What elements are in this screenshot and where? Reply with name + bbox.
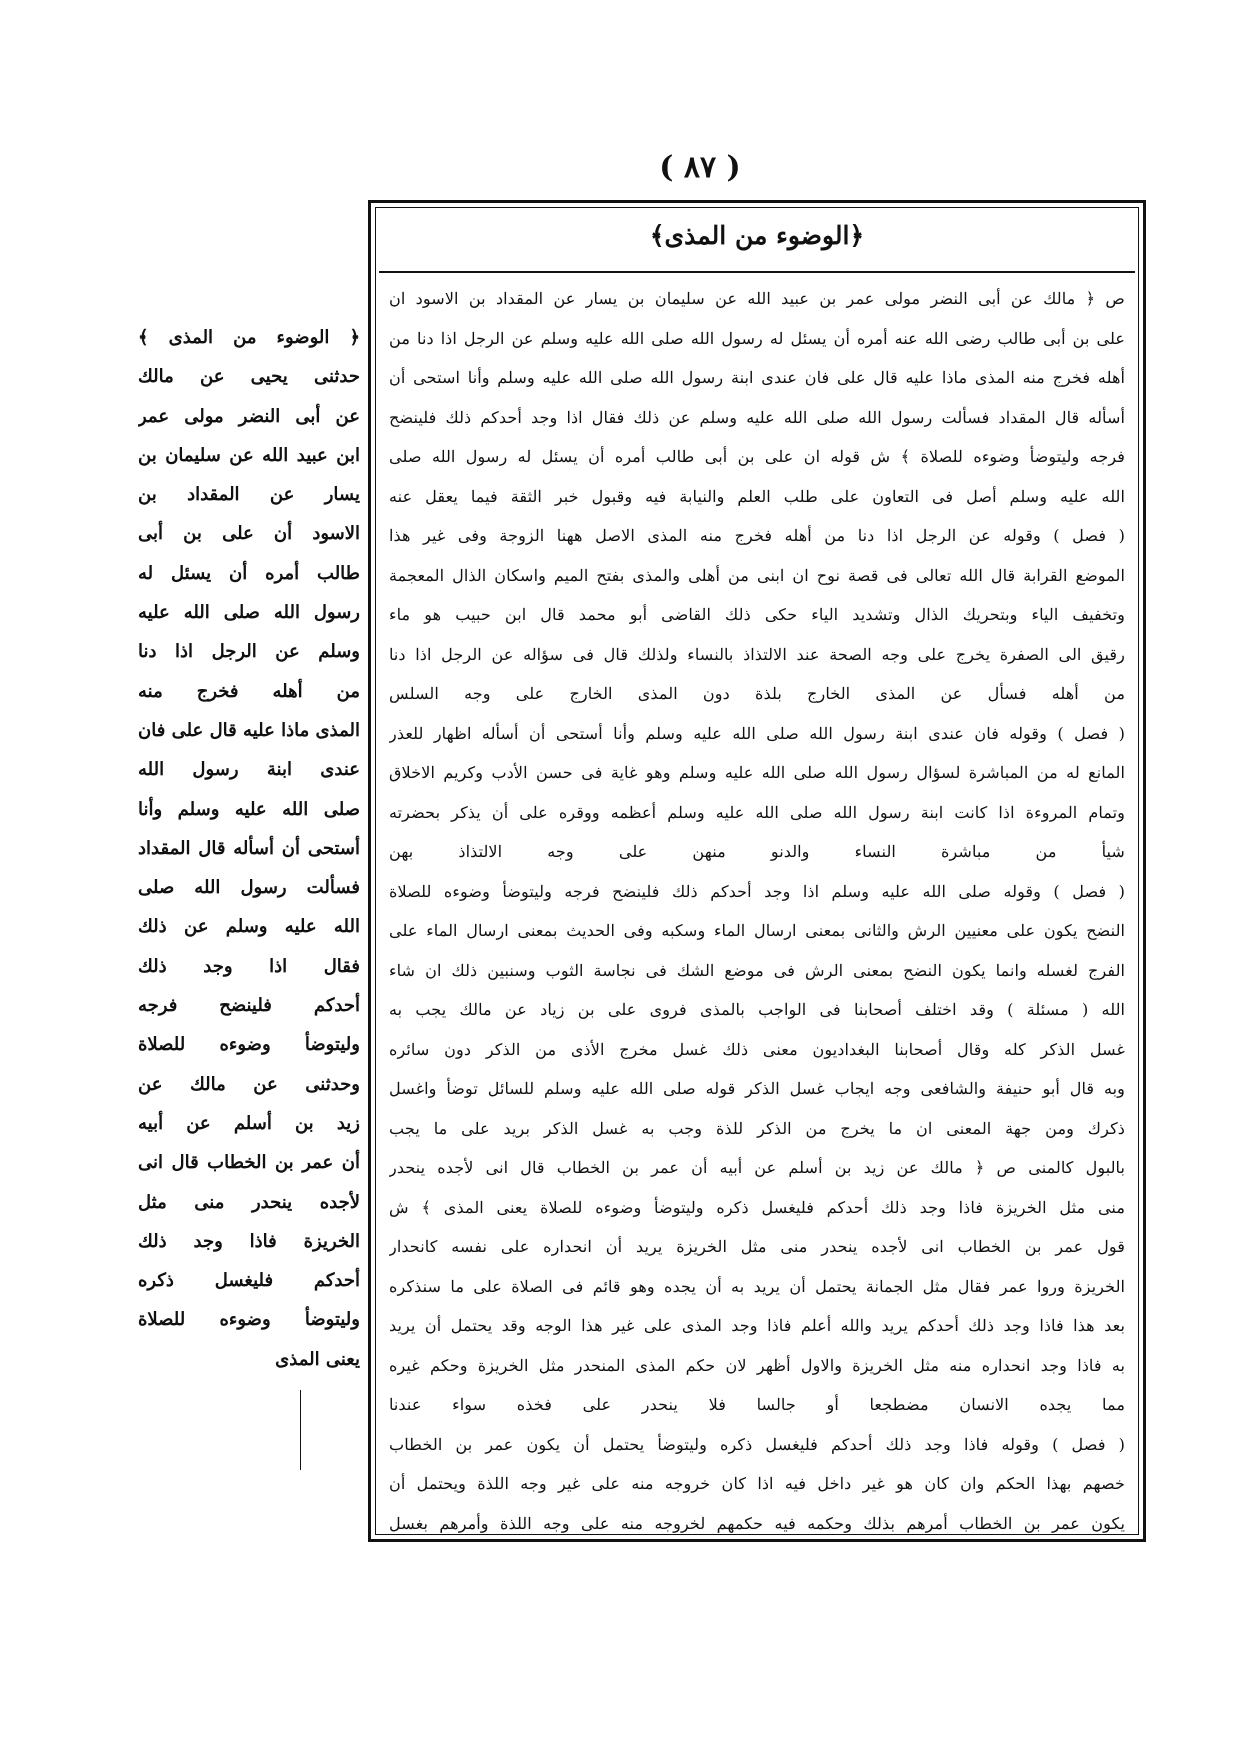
text-line: الله ( مسئلة ) وقد اختلف أصحابنا فى الواجب بالمذى فروى على بن زياد عن مالك يجب به (389, 1000, 1125, 1019)
page-number: ( ٨٧ ) (659, 150, 741, 185)
text-line: أهله فخرج منه المذى ماذا عليه قال على فان عندى ابنة رسول الله صلى الله عليه وسلم وأنا استحى أن (389, 368, 1125, 387)
text-line: من أهله فسأل عن المذى الخارج بلذة دون المذى الخارج على وجه السلس (389, 684, 1125, 703)
main-text-frame (368, 200, 1146, 1542)
margin-text-line: عن أبى النضر مولى عمر (138, 405, 360, 427)
margin-text-line: من أهله فخرج منه (138, 680, 360, 702)
text-line: ( فصل ) وقوله صلى الله عليه وسلم اذا وجد أحدكم ذلك فلينضح فرجه وليتوضأ وضوءه للصلاة (389, 881, 1125, 901)
text-line: فرجه وليتوضأ وضوءه للصلاة ﴾ ش قوله ان على بن أبى طالب أمره أن يسئل له رسول الله صلى (389, 447, 1125, 466)
text-line: ص ﴿ مالك عن أبى النضر مولى عمر بن عبيد الله عن سليمان بن يسار عن المقداد بن الاسود ان (389, 289, 1125, 308)
margin-text-line: طالب أمره أن يسئل له (138, 562, 360, 584)
text-line: الموضع القرابة قال الله تعالى فى قصة نوح ان ابنى من أهلى والمذى بفتح الميم واسكان الذال المعجمة (389, 565, 1125, 585)
margin-text-line: وسلم عن الرجل اذا دنا (138, 641, 360, 663)
text-line: أسأله قال المقداد فسألت رسول الله صلى الله عليه وسلم عن ذلك فقال اذا وجد أحدكم ذلك فلينضح (389, 407, 1125, 427)
margin-text-line: يسار عن المقداد بن (138, 484, 360, 506)
text-line: قول عمر بن الخطاب انى لأجده ينحدر منى مثل الخريزة يريد أن انحداره على نفسه كانحدار (389, 1237, 1125, 1256)
margin-text-line: أن عمر بن الخطاب قال انى (138, 1152, 360, 1174)
text-line: الخريزة وروا عمر فقال مثل الجمانة يحتمل أن يريد به أن يجده وهو قائم فى الصلاة على ما سنذكره (389, 1276, 1125, 1296)
text-line: الفرج لغسله وانما يكون النضح بمعنى الرش فى موضع الشك فى نجاسة الثوب وسنبين ذلك ان شاء (389, 960, 1125, 980)
margin-text-line: لأجده ينحدر منى مثل (138, 1191, 360, 1213)
text-line: ذكرك ومن جهة المعنى ان ما يخرج من الذكر للذة وجب به غسل الذكر بريد على ما يجب (389, 1118, 1125, 1138)
margin-text-line: عندى ابنة رسول الله (138, 759, 360, 781)
text-line: يكون عمر بن الخطاب أمرهم بذلك وحكمه فيه حكمهم لخروجه منه على وجه اللذة وأمرهم بغسل (389, 1513, 1125, 1533)
text-line: على بن أبى طالب رضى الله عنه أمره أن يسئل له رسول الله صلى الله عليه وسلم عن الرجل اذا دنا من (389, 328, 1125, 348)
text-line: وتخفيف الياء وبتحريك الذال وتشديد الياء حكى ذلك القاضى أبو محمد قال ابن حبيب هو ماء (389, 605, 1125, 624)
text-line: بعد هذا فاذا وجد ذلك أحدكم يريد والله أعلم فاذا وجد المذى على غير هذا الوجه وقد يحتمل أن يريد (389, 1316, 1125, 1335)
text-line: بالبول كالمنى ص ﴿ مالك عن زيد بن أسلم عن أبيه أن عمر بن الخطاب قال انى لأجده ينحدر (389, 1158, 1125, 1177)
title-divider (379, 271, 1135, 273)
margin-text-line: المذى ماذا عليه قال على فان (138, 719, 360, 741)
text-line: النضح يكون على معنيين الرش والثانى بمعنى ارسال الماء وسكبه وفى الحديث بمعنى ارسال الماء على (389, 921, 1125, 940)
text-line: خصهم بهذا الحكم وان كان هو غير داخل فيه اذا كان خروجه منه على غير وجه اللذة ويحتمل أن (389, 1474, 1125, 1493)
margin-text-line: الله عليه وسلم عن ذلك (138, 916, 360, 938)
margin-text-line: يعنى المذى (275, 1348, 360, 1370)
margin-text-line: وحدثنى عن مالك عن (138, 1073, 360, 1095)
text-line: شيأ من مباشرة النساء والدنو منهن على وجه الالتذاذ بهن (389, 842, 1125, 861)
text-line: ( فصل ) وقوله فان عندى ابنة رسول الله صلى الله عليه وسلم وأنا أستحى أن أسأله اظهار للعذر (389, 723, 1125, 743)
text-line: وبه قال أبو حنيفة والشافعى وجه ايجاب غسل الذكر قوله صلى الله عليه وسلم للسائل توضأ واغسل (389, 1079, 1125, 1098)
text-line: ( فصل ) وقوله فاذا وجد ذلك أحدكم فليغسل ذكره وليتوضأ يحتمل أن يكون عمر بن الخطاب (389, 1434, 1125, 1454)
margin-text-line: صلى الله عليه وسلم وأنا (138, 798, 360, 820)
text-line: ( فصل ) وقوله عن الرجل اذا دنا من أهله فخرج منه المذى الاصل ههنا الزوجة وفى غير هذا (389, 526, 1125, 545)
margin-text-line: أحدكم فليغسل ذكره (138, 1270, 360, 1292)
margin-text-line: أحدكم فلينضح فرجه (138, 995, 360, 1017)
margin-text-line: وليتوضأ وضوءه للصلاة (138, 1309, 360, 1331)
margin-text-line: فقال اذا وجد ذلك (138, 955, 360, 977)
text-line: غسل الذكر كله وقال أصحابنا البغداديون معنى ذلك غسل مخرج الأذى من الذكر دون سائره (389, 1039, 1125, 1059)
margin-text-line: زيد بن أسلم عن أبيه (138, 1112, 360, 1134)
section-title: ﴿الوضوء من المذى﴾ (649, 221, 865, 250)
margin-heading: ﴿ الوضوء من المذى ﴾ (138, 327, 360, 348)
margin-text-line: ابن عبيد الله عن سليمان بن (138, 444, 360, 466)
commentary-body (389, 279, 1125, 1533)
margin-divider (300, 1390, 301, 1470)
margin-text-line: أستحى أن أسأله قال المقداد (138, 837, 360, 859)
margin-text-line: فسألت رسول الله صلى (138, 877, 360, 899)
margin-text-line: الاسود أن على بن أبى (138, 523, 360, 545)
margin-text-line: حدثنى يحيى عن مالك (138, 366, 360, 388)
text-line: رقيق الى الصفرة يخرج على وجه الصحة عند الالتذاذ بالنساء ولذلك قال فى سؤاله عن الرجل اذا دنا (389, 644, 1125, 664)
text-line: منى مثل الخريزة فاذا وجد ذلك أحدكم فليغسل ذكره وليتوضأ وضوءه للصلاة يعنى المذى ﴾ ش (389, 1197, 1125, 1217)
margin-text-column (138, 318, 360, 1379)
text-line: وتمام المروءة اذا كانت ابنة رسول الله صلى الله عليه وسلم أعظمه ووقره على أن يذكر بحضرته (389, 802, 1125, 822)
text-line: به فاذا وجد انحداره منه مثل الخريزة والاول أظهر لان حكم المذى المنحدر مثل الخريزة وحكم غيره (389, 1355, 1125, 1375)
margin-text-line: الخريزة فاذا وجد ذلك (138, 1230, 360, 1252)
text-line: الله عليه وسلم أصل فى التعاون على طلب العلم والنيابة فيه وقبول خبر الثقة فيما يعقل عنه (389, 486, 1125, 506)
text-line: المانع له من المباشرة لسؤال رسول الله صلى الله عليه وسلم وهو غاية فى حسن الأدب وكريم الاخلاق (389, 763, 1125, 782)
text-line: مما يجده الانسان مضطجعا أو جالسا فلا ينحدر على فخذه سواء عندنا (389, 1395, 1125, 1414)
margin-text-line: رسول الله صلى الله عليه (138, 602, 360, 624)
margin-text-line: وليتوضأ وضوءه للصلاة (138, 1034, 360, 1056)
